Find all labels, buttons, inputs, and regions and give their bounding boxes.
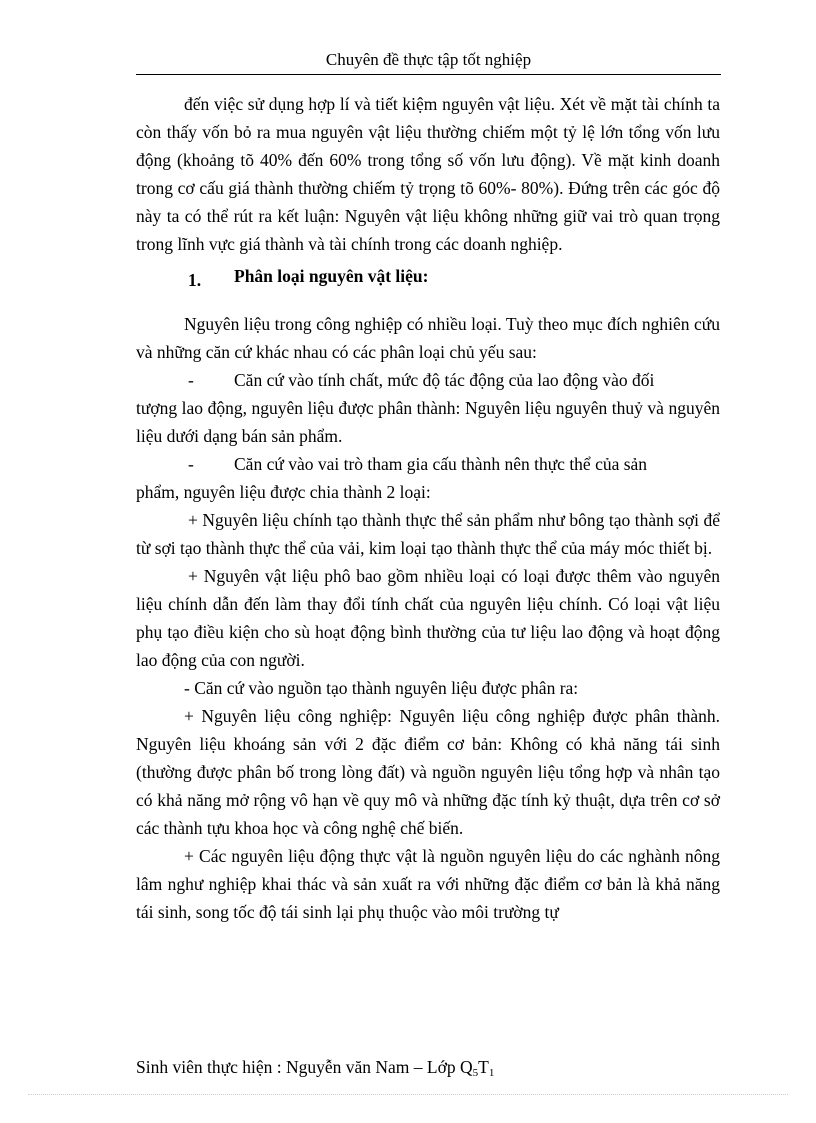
page-footer xyxy=(136,1055,494,1079)
paragraph-source-basis: - Căn cứ vào nguồn tạo thành nguyên liệu được phân ra: xyxy=(184,678,579,698)
section-number: 1. xyxy=(188,270,202,290)
bullet-dash: - xyxy=(188,454,194,474)
page-content xyxy=(136,90,720,926)
page-bottom-edge xyxy=(28,1094,788,1095)
section-heading xyxy=(136,262,720,290)
page-header: Chuyên đề thực tập tốt nghiệp xyxy=(136,48,721,75)
footer-class-subscript-2: 1 xyxy=(488,1067,495,1079)
paragraph-main-material: + Nguyên liệu chính tạo thành thực thể sản phẩm như bông tạo thành sợi để từ sợi tạo thành thực thể của vải, kim loại tạo thành thực thể của máy móc thiết bị. xyxy=(136,510,720,558)
bullet-item-role xyxy=(136,450,720,506)
bullet-continuation: phẩm, nguyên liệu được chia thành 2 loại: xyxy=(136,482,431,502)
paragraph-intro: đến việc sử dụng hợp lí và tiết kiệm nguyên vật liệu. Xét về mặt tài chính ta còn thấy vốn bỏ ra mua nguyên vật liệu thường chiếm một tỷ lệ lớn tổng vốn lưu động (khoảng tõ 40% đến 60% trong tổng số vốn lưu động). Về mặt kinh doanh trong cơ cấu giá thành thường chiếm tỷ trọng tõ 60%- 80%). Đứng trên các góc độ này ta có thể rút ra kết luận: Nguyên vật liệu không những giữ vai trò quan trọng trong lĩnh vực giá thành và tài chính trong các doanh nghiệp. xyxy=(136,94,720,254)
bullet-first-line: Căn cứ vào tính chất, mức độ tác động của lao động vào đối xyxy=(234,370,655,390)
bullet-first-line: Căn cứ vào vai trò tham gia cấu thành nên thực thể của sản xyxy=(234,454,648,474)
paragraph-biological-material: + Các nguyên liệu động thực vật là nguồn nguyên liệu do các nghành nông lâm nghư nghiệp khai thác và sản xuất ra với những đặc điểm cơ bản là khả năng tái sinh, song tốc độ tái sinh lại phụ thuộc vào môi trường tự xyxy=(136,846,720,922)
spacer xyxy=(136,290,720,310)
paragraph-auxiliary-material: + Nguyên vật liệu phô bao gồm nhiều loại có loại được thêm vào nguyên liệu chính dẫn đến làm thay đổi tính chất của nguyên liệu chính. Có loại vật liệu phụ tạo điều kiện cho sù hoạt động bình thường của tư liệu lao động và hoạt động lao động của con người. xyxy=(136,566,720,670)
bullet-continuation: tượng lao động, nguyên liệu được phân thành: Nguyên liệu nguyên thuỷ và nguyên liệu dưới dạng bán sản phẩm. xyxy=(136,398,720,446)
paragraph-industrial-material: + Nguyên liệu công nghiệp: Nguyên liệu công nghiệp được phân thành. Nguyên liệu khoáng sản với 2 đặc điểm cơ bản: Không có khả năng tái sinh (thường được phân bố trong lòng đất) và nguồn nguyên liệu tổng hợp và nhân tạo có khả năng mở rộng vô hạn về quy mô và những đặc tính kỷ thuật, dựa trên cơ sở các thành tựu khoa học và công nghệ chế biến. xyxy=(136,706,720,838)
footer-class-subscript-1: 5 xyxy=(472,1067,479,1079)
bullet-item-nature xyxy=(136,366,720,450)
paragraph-classification: Nguyên liệu trong công nghiệp có nhiều loại. Tuỳ theo mục đích nghiên cứu và những căn cứ khác nhau có các phân loại chủ yếu sau: xyxy=(136,314,720,362)
section-title: Phân loại nguyên vật liệu: xyxy=(234,266,429,286)
footer-class-letter: T xyxy=(478,1057,489,1077)
footer-author: Sinh viên thực hiện : Nguyễn văn Nam – Lớp Q xyxy=(136,1057,473,1077)
bullet-dash: - xyxy=(188,370,194,390)
